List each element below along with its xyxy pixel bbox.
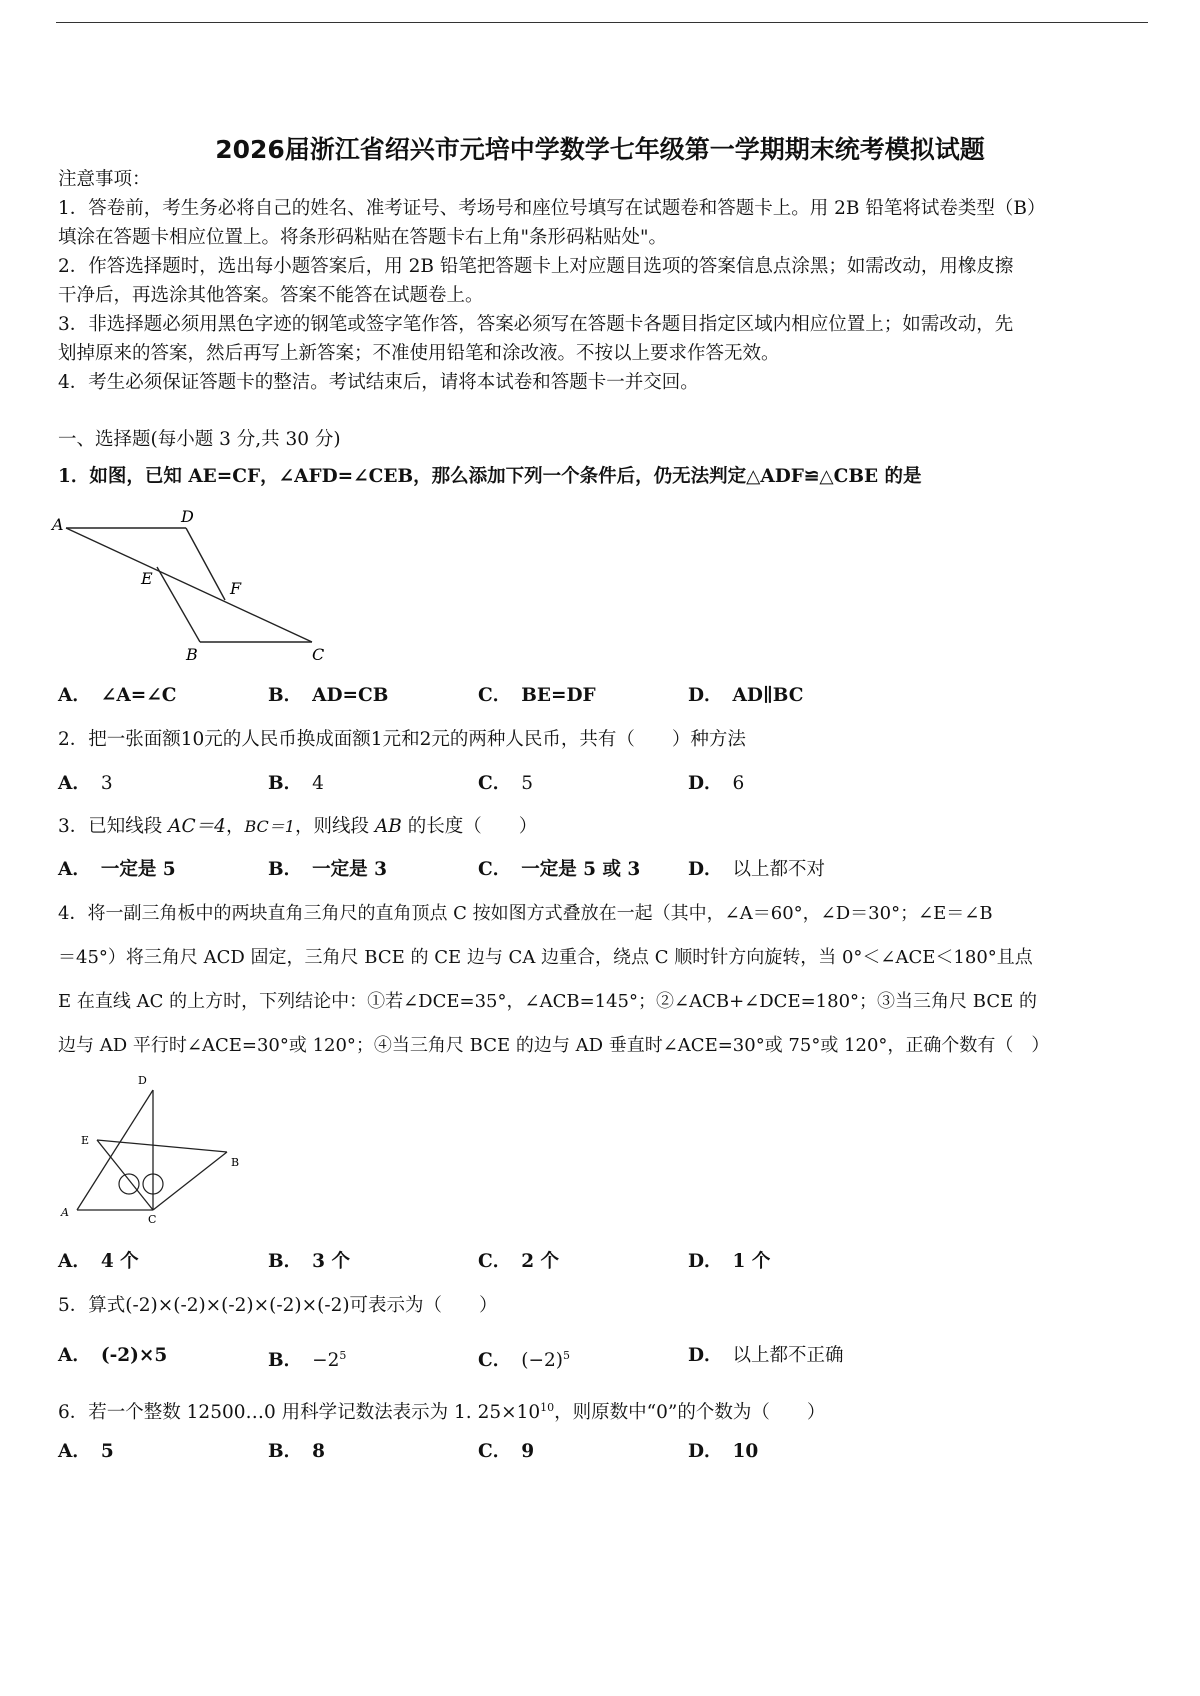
option-b[interactable]: B． $-2^5$ [268,1349,347,1372]
figure-label: E [141,569,153,588]
option-a[interactable]: A． 5 [58,1441,114,1462]
math-expression: $-2^5$ [312,1349,347,1372]
notice-line: 3．非选择题必须用黑色字迹的钢笔或签字笔作答，答案必须写在答题卡各题目指定区域内相应位置上；如需改动，先 [58,314,1014,335]
notice-line: 2．作答选择题时，选出每小题答案后，用 2B 铅笔把答题卡上对应题目选项的答案信息点涂黑；如需改动，用橡皮擦 [58,256,1014,277]
math-expression: AC＝4 [168,816,226,837]
notice-line: 4．考生必须保证答题卡的整洁。考试结束后，请将本试卷和答题卡一并交回。 [58,372,699,393]
option-a[interactable]: A． 3 [58,773,113,794]
section-heading: 一、选择题(每小题 3 分,共 30 分) [58,429,341,450]
figure-label: D [181,507,194,526]
math-expression: AB [374,816,402,837]
question-6-stem: 6．若一个整数 12500…0 用科学记数法表示为 1. $25\times 10^{10}$，则原数中“0”的个数为（ ） [58,1401,826,1424]
figure-label: B [231,1156,240,1169]
question-3-stem: 3．已知线段 AC＝4，BC＝1，则线段 AB 的长度（ ） [58,816,538,837]
option-b[interactable]: B． 8 [268,1441,326,1462]
option-c[interactable]: C． 9 [478,1441,535,1462]
option-a[interactable]: A． 一定是 5 [58,859,176,880]
option-c[interactable]: C． BE=DF [478,685,596,706]
option-d[interactable]: D． 以上都不正确 [688,1345,844,1366]
question-1-figure [50,500,350,670]
header-rule [56,22,1148,23]
figure-label: C [148,1213,157,1226]
figure-label: E [81,1134,90,1147]
option-d[interactable]: D． AD∥BC [688,685,804,706]
notice-line: 填涂在答题卡相应位置上。将条形码粘贴在答题卡右上角"条形码粘贴处"。 [58,227,668,248]
figure-label: F [230,579,242,598]
option-d[interactable]: D． 以上都不对 [688,859,826,880]
question-4-stem: ＝45°）将三角尺 ACD 固定，三角尺 BCE 的 CE 边与 CA 边重合，绕点 C 顺时针方向旋转，当 0°＜∠ACE＜180°且点 [58,947,1033,968]
option-c[interactable]: C． 5 [478,773,534,794]
figure-label: A [52,515,64,534]
figure-label: A [61,1206,69,1219]
question-2-stem: 2．把一张面额10元的人民币换成面额1元和2元的两种人民币，共有（ ）种方法 [58,729,746,750]
option-d[interactable]: D． 10 [688,1441,759,1462]
option-b[interactable]: B． AD=CB [268,685,389,706]
notice-line: 干净后，再选涂其他答案。答案不能答在试题卷上。 [58,285,484,306]
question-4-stem: 边与 AD 平行时∠ACE=30°或 120°；④当三角尺 BCE 的边与 AD 垂直时∠ACE=30°或 75°或 120°，正确个数有（ ） [58,1035,1050,1056]
question-4-figure [55,1072,265,1232]
figure-label: B [186,645,198,664]
option-d[interactable]: D． 6 [688,773,745,794]
option-b[interactable]: B． 4 [268,773,324,794]
option-a[interactable]: A． (-2)×5 [58,1345,168,1366]
question-1-stem: 1．如图，已知 AE=CF，∠AFD=∠CEB，那么添加下列一个条件后，仍无法判定△ADF≌△CBE 的是 [58,466,922,487]
notice-line: 划掉原来的答案，然后再写上新答案；不准使用铅笔和涂改液。不按以上要求作答无效。 [58,343,780,364]
option-a[interactable]: A． ∠A=∠C [58,685,177,706]
figure-label: C [312,645,325,664]
math-expression: $(-2)^5$ [521,1349,570,1372]
figure-label: D [138,1074,147,1087]
question-5-stem: 5．算式(-2)×(-2)×(-2)×(-2)×(-2)可表示为（ ） [58,1295,498,1316]
option-c[interactable]: C． 一定是 5 或 3 [478,859,641,880]
notice-line: 1．答卷前，考生务必将自己的姓名、准考证号、考场号和座位号填写在试题卷和答题卡上。用 2B 铅笔将试卷类型（B） [58,198,1046,219]
option-b[interactable]: B． 3 个 [268,1251,350,1272]
notice-heading: 注意事项： [58,169,151,190]
page-title: 2026届浙江省绍兴市元培中学数学七年级第一学期期末统考模拟试题 [215,135,985,164]
math-expression: BC＝1 [244,817,295,836]
option-a[interactable]: A． 4 个 [58,1251,139,1272]
option-c[interactable]: C． $(-2)^5$ [478,1349,570,1372]
option-d[interactable]: D． 1 个 [688,1251,771,1272]
option-b[interactable]: B． 一定是 3 [268,859,387,880]
option-c[interactable]: C． 2 个 [478,1251,560,1272]
question-4-stem: 4．将一副三角板中的两块直角三角尺的直角顶点 C 按如图方式叠放在一起（其中，∠A＝60°，∠D＝30°；∠E＝∠B [58,903,993,924]
question-4-stem: E 在直线 AC 的上方时，下列结论中：①若∠DCE=35°，∠ACB=145°；②∠ACB+∠DCE=180°；③当三角尺 BCE 的 [58,991,1037,1012]
